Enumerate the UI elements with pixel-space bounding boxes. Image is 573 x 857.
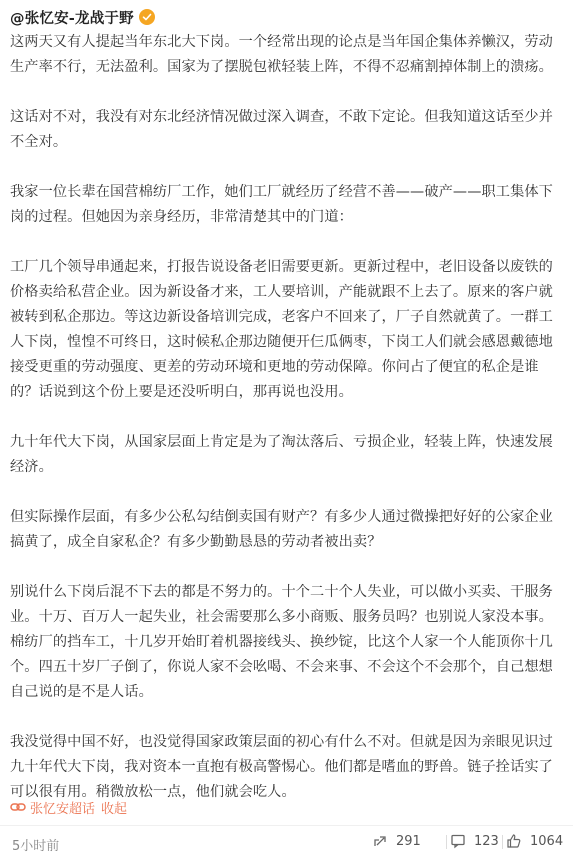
topic-link[interactable]: 张忆安超话 (30, 801, 96, 817)
comment-count: 123 (474, 833, 499, 849)
like-count: 1064 (530, 833, 564, 849)
post-paragraph: 这话对不对，我没有对东北经济情况做过深入调查，不敢下定论。但我知道这话至少并不全对。 (10, 109, 553, 150)
share-icon (372, 833, 388, 849)
verified-badge-icon (139, 9, 155, 25)
collapse-button[interactable]: 收起 (101, 801, 128, 817)
like-button[interactable] (506, 833, 563, 849)
post-footer (0, 825, 573, 857)
share-button[interactable] (372, 833, 421, 849)
post-timestamp: 5小时前 (12, 839, 60, 854)
author-name[interactable]: @张忆安-龙战于野 (10, 10, 134, 27)
footer-divider (502, 835, 503, 849)
comment-button[interactable] (450, 833, 499, 849)
post-paragraph: 我家一位长辈在国营棉纺厂工作，她们工厂就经历了经营不善——破产——职工集体下岗的过程。但她因为亲身经历，非常清楚其中的门道： (10, 184, 553, 225)
topic-row (10, 797, 127, 817)
post-paragraph: 别说什么下岗后混不下去的都是不努力的。十个二十个人失业，可以做小买卖、干服务业。十万、百万人一起失业，社会需要那么多小商贩、服务员吗？也别说人家没本事。棉纺厂的挡车工，十几岁开始盯着机器接线头、换纱锭，比这个人家一个人能顶你十几个。四五十岁厂子倒了，你说人家不会吆喝、不会来事、不会这个不会那个，自己想想自己说的是不是人话。 (10, 584, 553, 700)
thumbs-up-icon (506, 833, 522, 849)
post-header (10, 6, 155, 28)
post-body (10, 30, 566, 830)
post-paragraph: 我没觉得中国不好，也没觉得国家政策层面的初心有什么不对。但就是因为亲眼见识过九十年代大下岗，我对资本一直抱有极高警惕心。他们都是嗜血的野兽。链子拴话实了可以很有用。稍微放松一点，他们就会吃人。 (10, 734, 553, 800)
post-paragraph: 但实际操作层面，有多少公私勾结倒卖国有财产？有多少人通过微操把好好的公家企业搞黄了，成全自家私企？有多少勤勤恳恳的劳动者被出卖？ (10, 509, 553, 550)
chain-link-icon (10, 801, 26, 813)
share-count: 291 (396, 833, 421, 849)
post-paragraph: 工厂几个领导串通起来，打报告说设备老旧需要更新。更新过程中，老旧设备以废铁的价格卖给私营企业。因为新设备才来，工人要培训，产能就跟不上去了。原来的客户就被转到私企那边。等这边新设备培训完成，老客户不回来了，厂子自然就黄了。一群工人下岗，惶惶不可终日，这时候私企那边随便开仨瓜俩枣，下岗工人们就会感恩戴德地接受更重的劳动强度、更差的劳动环境和更地的劳动保障。你问占了便宜的私企是谁的？话说到这个份上要是还没听明白，那再说也没用。 (10, 259, 553, 400)
comment-icon (450, 833, 466, 849)
post-paragraph: 这两天又有人提起当年东北大下岗。一个经常出现的论点是当年国企集体养懒汉，劳动生产率不行，无法盈利。国家为了摆脱包袱轻装上阵，不得不忍痛割掉体制上的溃疡。 (10, 34, 553, 75)
post-paragraph: 九十年代大下岗，从国家层面上肯定是为了淘汰落后、亏损企业，轻装上阵，快速发展经济。 (10, 434, 553, 475)
footer-divider (446, 835, 447, 849)
